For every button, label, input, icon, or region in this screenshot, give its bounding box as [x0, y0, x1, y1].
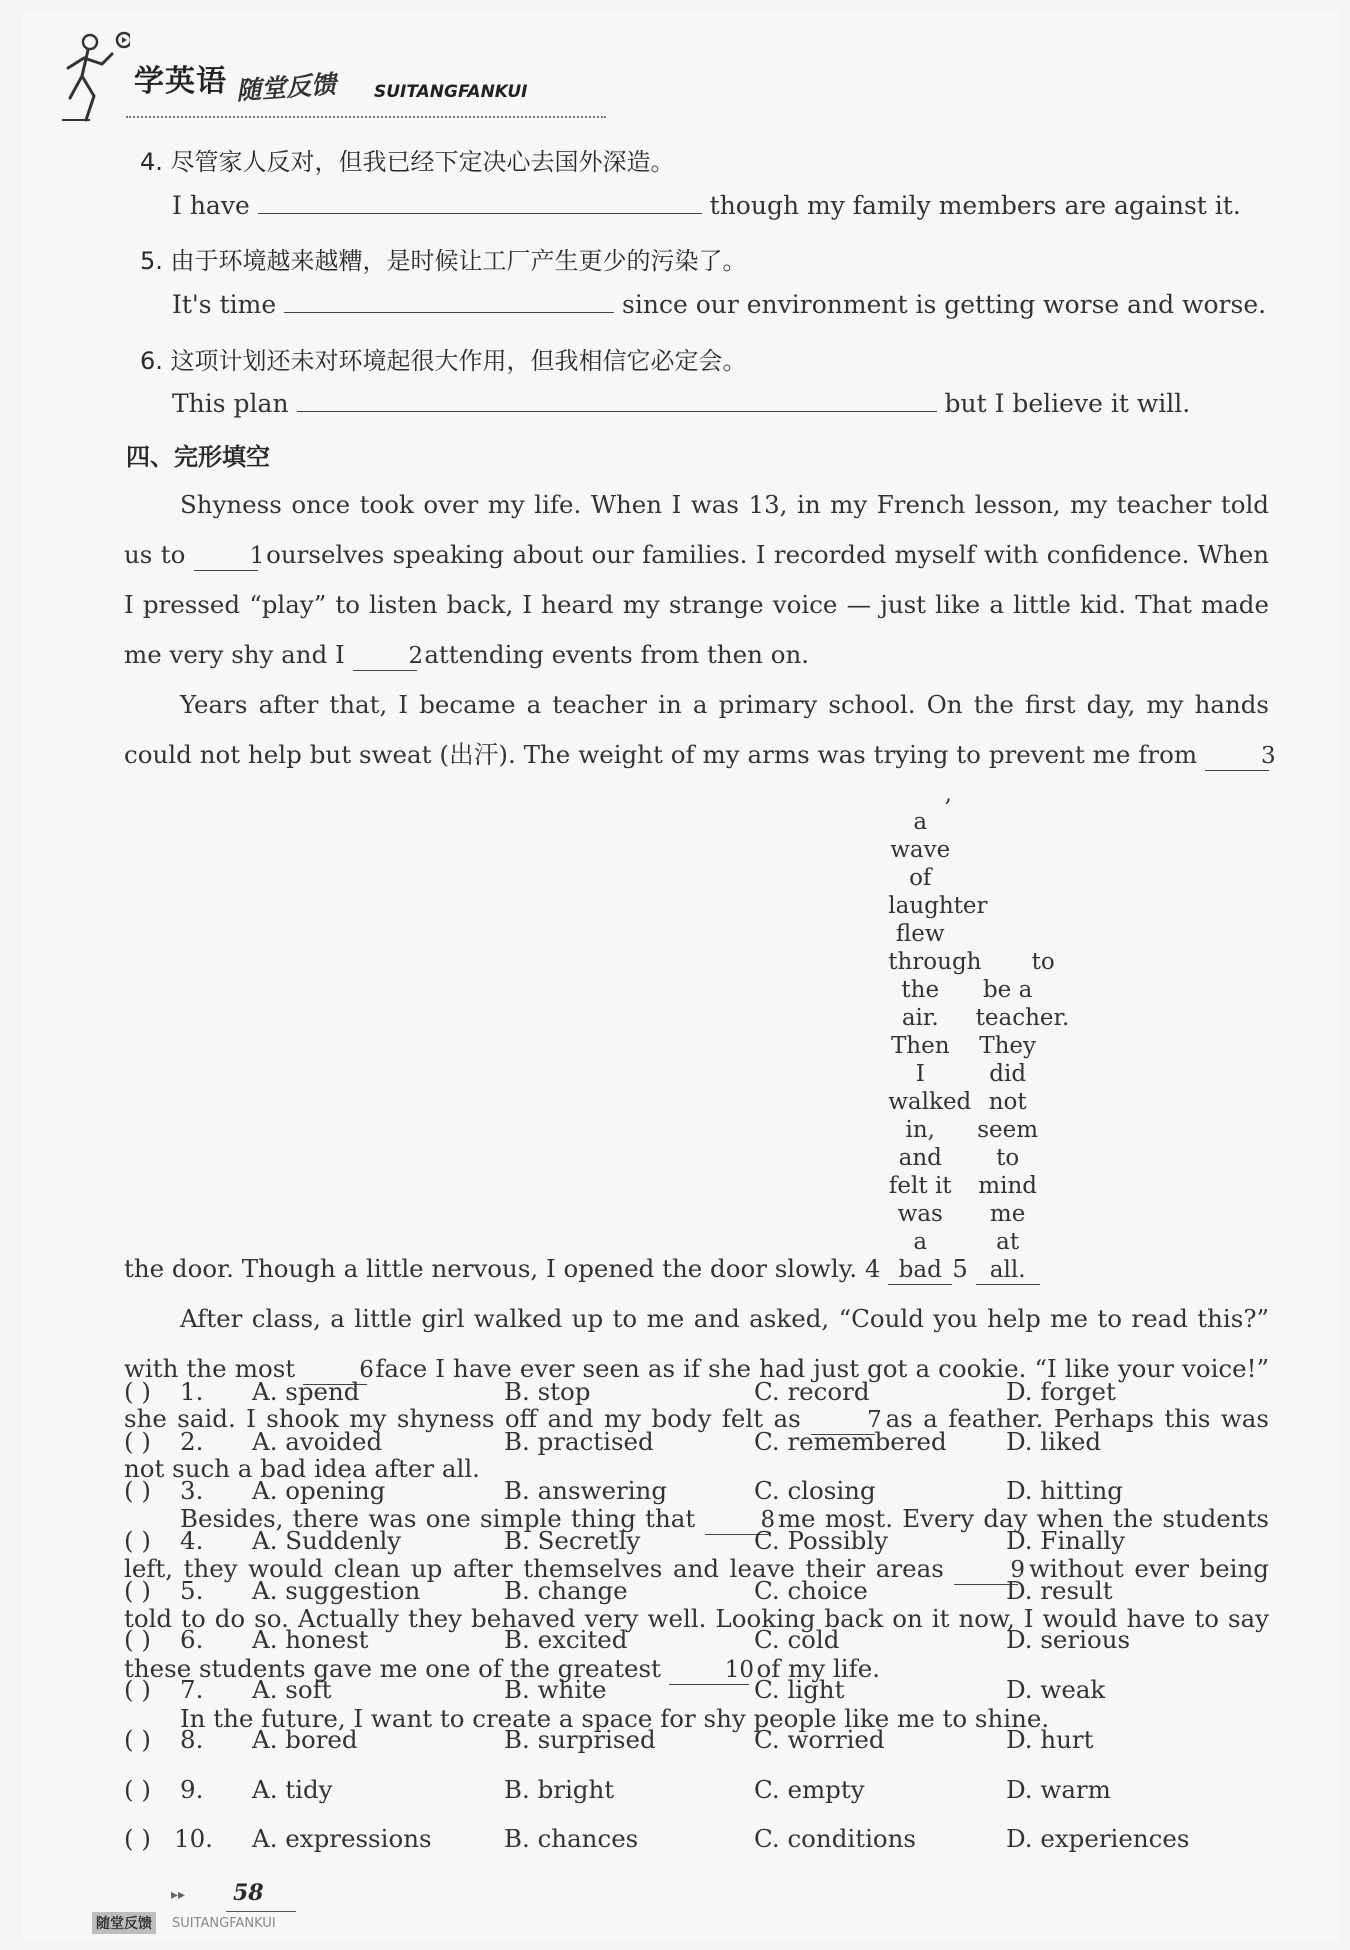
blank-1[interactable]: 1 — [194, 542, 258, 571]
option-d[interactable]: D. hurt — [1006, 1724, 1094, 1754]
option-a[interactable]: A. Suddenly — [252, 1526, 402, 1556]
footer-tag: 随堂反馈 — [92, 1912, 156, 1934]
option-d[interactable]: D. result — [1006, 1575, 1113, 1605]
answer-parentheses[interactable]: ( ) — [124, 1526, 151, 1556]
paragraph-1: Shyness once took over my life. When I was 13, in my French lesson, my teacher told us to 1 ourselves speaking about our families. I recorded myself with confidence. When I pressed “play” to listen back, I heard my strange voice — just like a little kid. That made me very shy and I 2 attending events from then on. — [124, 490, 1269, 669]
question-row-7 — [124, 1675, 1284, 1725]
option-b[interactable]: B. white — [504, 1675, 607, 1705]
translation-item-5-fill: It's time since our environment is getting worse and worse. — [172, 290, 1267, 319]
question-row-2 — [124, 1427, 1284, 1477]
question-number: 4. — [180, 1526, 204, 1556]
option-c[interactable]: C. choice — [754, 1575, 868, 1605]
option-b[interactable]: B. surprised — [504, 1724, 656, 1754]
answer-parentheses[interactable]: ( ) — [124, 1724, 151, 1754]
question-row-3 — [124, 1476, 1284, 1526]
option-a[interactable]: A. bored — [252, 1724, 358, 1754]
answer-blank[interactable] — [258, 191, 702, 214]
blank-6[interactable]: 6 — [303, 1356, 367, 1385]
blank-4[interactable]: , a wave of laughter flew through the air. Then I walked in, and felt it was a bad — [888, 781, 988, 1283]
option-b[interactable]: B. stop — [504, 1377, 591, 1406]
question-row-5 — [124, 1576, 1284, 1626]
option-a[interactable]: A. spend — [252, 1377, 360, 1406]
question-number: 7. — [180, 1675, 204, 1705]
option-b[interactable]: B. Secretly — [504, 1526, 641, 1556]
option-a[interactable]: A. honest — [252, 1625, 369, 1655]
footer-divider — [226, 1911, 296, 1912]
paragraph-3: After class, a little girl walked up to me and asked, “Could you help me to read this?” with the most 6 face I have ever seen as if she had just got a cookie. “I like your voice!” she said. I shook my shyness off and my body felt as 7 as a feather. Perhaps this was not such a bad idea after all. — [124, 1304, 1270, 1483]
question-number: 6. — [180, 1625, 204, 1655]
translation-item-5-prompt: 5. 由于环境越来越糟，是时候让工厂产生更少的污染了。 — [140, 247, 747, 275]
answer-parentheses[interactable]: ( ) — [124, 1774, 151, 1804]
question-number: 1. — [180, 1377, 204, 1406]
option-d[interactable]: D. liked — [1006, 1426, 1102, 1456]
answer-parentheses[interactable]: ( ) — [124, 1675, 151, 1705]
section-title: 四、完形填空 — [126, 443, 270, 471]
question-row-8 — [124, 1725, 1284, 1775]
option-b[interactable]: B. excited — [504, 1625, 628, 1655]
translation-item-6-fill: This plan but I believe it will. — [172, 389, 1191, 418]
answer-parentheses[interactable]: ( ) — [124, 1575, 151, 1605]
question-number: 5. — [180, 1575, 204, 1605]
translation-item-6-prompt: 6. 这项计划还未对环境起很大作用，但我相信它必定会。 — [140, 347, 747, 375]
option-a[interactable]: A. tidy — [252, 1774, 333, 1804]
question-row-9 — [124, 1775, 1284, 1825]
option-d[interactable]: D. weak — [1006, 1675, 1106, 1705]
answer-blank[interactable] — [297, 389, 937, 412]
option-c[interactable]: C. closing — [754, 1476, 876, 1506]
question-number: 3. — [180, 1476, 204, 1506]
header-subtitle: 随堂反馈 — [235, 69, 338, 106]
option-a[interactable]: A. expressions — [252, 1824, 432, 1854]
option-d[interactable]: D. forget — [1006, 1377, 1116, 1406]
header-pinyin: SUITANGFANKUI — [374, 82, 528, 102]
header-title: 学英语 — [134, 64, 227, 99]
option-b[interactable]: B. change — [504, 1575, 628, 1605]
blank-7[interactable]: 7 — [811, 1406, 875, 1435]
blank-8[interactable]: 8 — [705, 1506, 769, 1535]
translation-item-4-prompt: 4. 尽管家人反对，但我已经下定决心去国外深造。 — [140, 148, 675, 176]
translation-item-4-fill: I have though my family members are against it. — [172, 191, 1241, 220]
option-c[interactable]: C. record — [754, 1377, 870, 1406]
answer-parentheses[interactable]: ( ) — [124, 1625, 151, 1655]
page-number: 58 — [233, 1880, 264, 1906]
option-a[interactable]: A. soft — [252, 1675, 332, 1705]
header-divider — [126, 116, 606, 118]
option-d[interactable]: D. warm — [1006, 1774, 1111, 1804]
option-c[interactable]: C. empty — [754, 1774, 865, 1804]
option-c[interactable]: C. Possibly — [754, 1526, 889, 1556]
question-row-6 — [124, 1625, 1284, 1675]
blank-3[interactable]: 3 — [1205, 742, 1269, 771]
option-c[interactable]: C. conditions — [754, 1824, 917, 1854]
option-c[interactable]: C. cold — [754, 1625, 840, 1655]
blank-10[interactable]: 10 — [669, 1656, 749, 1685]
option-d[interactable]: D. hitting — [1006, 1476, 1123, 1506]
footer-arrow-icon: ▸▸ — [171, 1887, 186, 1903]
question-row-10 — [124, 1824, 1284, 1874]
paragraph-4: Besides, there was one simple thing that 8 me most. Every day when the students left, they would clean up after themselves and leave their areas 9 without ever being told to do so. Actually they behaved very well. Looking back on it now, I would have to say these students gave me one of the greatest 10 of my life. — [124, 1504, 1269, 1683]
header — [60, 28, 580, 128]
option-a[interactable]: A. avoided — [252, 1426, 383, 1456]
option-c[interactable]: C. worried — [754, 1724, 885, 1754]
blank-2[interactable]: 2 — [353, 642, 417, 671]
option-c[interactable]: C. remembered — [754, 1426, 947, 1456]
answer-parentheses[interactable]: ( ) — [124, 1824, 151, 1854]
paragraph-5: In the future, I want to create a space for shy people like me to shine. — [180, 1704, 1050, 1733]
question-number: 9. — [180, 1774, 204, 1804]
option-d[interactable]: D. experiences — [1006, 1824, 1190, 1854]
answer-parentheses[interactable]: ( ) — [124, 1476, 151, 1506]
runner-logo-icon — [60, 28, 130, 124]
question-number: 10. — [174, 1824, 213, 1854]
option-b[interactable]: B. chances — [504, 1824, 639, 1854]
option-d[interactable]: D. Finally — [1006, 1526, 1126, 1556]
option-a[interactable]: A. suggestion — [252, 1575, 421, 1605]
answer-blank[interactable] — [284, 290, 614, 313]
option-d[interactable]: D. serious — [1006, 1625, 1131, 1655]
question-number: 2. — [180, 1426, 204, 1456]
option-b[interactable]: B. bright — [504, 1774, 615, 1804]
option-c[interactable]: C. light — [754, 1675, 845, 1705]
answer-options — [124, 1377, 1284, 1874]
option-b[interactable]: B. answering — [504, 1476, 668, 1506]
question-number: 8. — [180, 1724, 204, 1754]
answer-parentheses[interactable]: ( ) — [124, 1377, 151, 1406]
footer-pinyin: SUITANGFANKUI — [172, 1916, 276, 1931]
option-a[interactable]: A. opening — [252, 1476, 386, 1506]
paragraph-2: Years after that, I became a teacher in a primary school. On the first day, my hands could not help but sweat (出汗). The weight of my arms was trying to prevent me from 3 the door. Though a little nervous, I opened the door slowly. 4 , a wave of laughter flew through the air. Then I walked in, and felt it was a bad 5 to be a teacher. They did not seem to mind me at all. — [124, 690, 1276, 1283]
question-row-4 — [124, 1526, 1284, 1576]
blank-9[interactable]: 9 — [954, 1556, 1018, 1585]
option-b[interactable]: B. practised — [504, 1426, 654, 1456]
blank-5[interactable]: to be a teacher. They did not seem to mind me at all. — [975, 949, 1070, 1283]
question-row-1 — [124, 1377, 1284, 1427]
answer-parentheses[interactable]: ( ) — [124, 1426, 151, 1456]
